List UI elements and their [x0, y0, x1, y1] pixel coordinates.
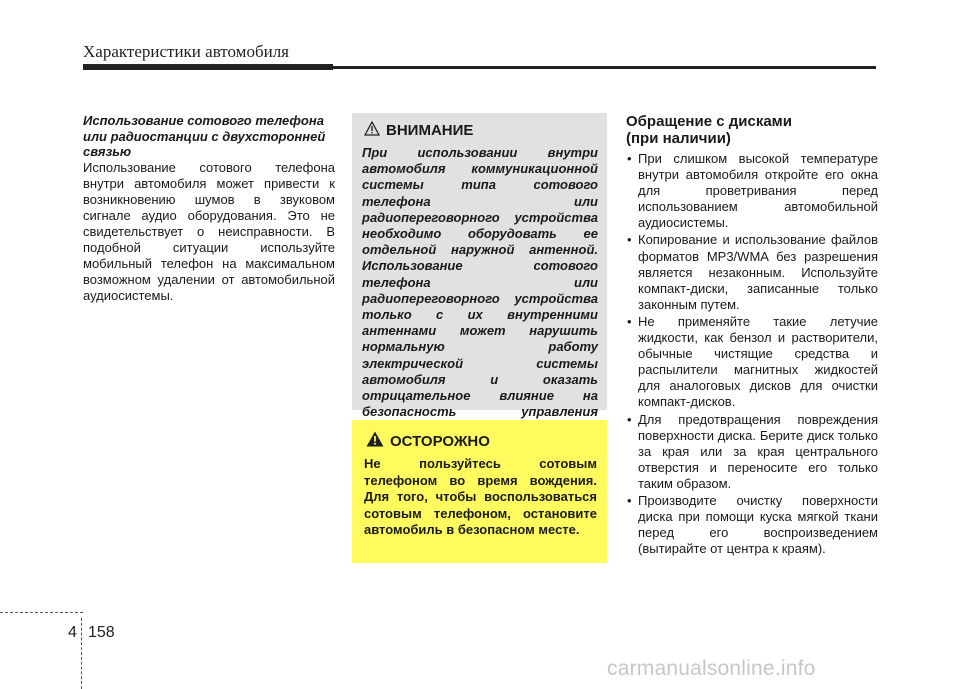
chapter-number: 4 [68, 624, 77, 641]
header-rule-accent [83, 64, 333, 70]
caution-box [352, 420, 607, 563]
disc-care-list [626, 151, 878, 557]
disc-care-heading [626, 113, 878, 147]
list-item: • Не применяйте такие летучие жидкости, как бензол и растворители, обычные чистящие средства и распылители магнитных жидкостей для аналоговых дисков для очистки компакт-дисков. [626, 314, 878, 411]
disc-care-heading-line2: (при наличии) [626, 130, 731, 147]
list-item: • Копирование и использование файлов форматов MP3/WMA без разрешения является незаконным. Используйте компакт-диски, записанные только законным путем. [626, 232, 878, 312]
caution-text: Не пользуйтесь сотовым телефоном во время вождения. Для того, чтобы воспользоваться сотовым телефоном, остановите автомобиль в безопасном месте. [364, 456, 597, 538]
caution-header [366, 431, 490, 451]
page-number: 158 [88, 624, 115, 641]
footer-horizontal-rule [0, 612, 83, 613]
list-item: • Производите очистку поверхности диска при помощи куска мягкой ткани перед его воспроизведением (вытирайте от центра к краям). [626, 493, 878, 557]
watermark-text: carmanualsonline.info [607, 657, 816, 680]
section-paragraph: Использование сотового телефона внутри автомобиля может привести к возникновению шумов в звуковом сигнале аудио оборудования. Это не свидетельствует о неисправности. В подобной ситуации используйте мобильный телефон на максимальном возможном удалении от автомобильной аудиосистемы. [83, 159, 335, 304]
disc-care-heading-line1: Обращение с дисками [626, 113, 792, 130]
section-subheading: Использование сотового телефона или радиостанции с двухсторонней связью [83, 113, 326, 159]
caution-title: ОСТОРОЖНО [390, 432, 490, 450]
left-column [83, 113, 335, 304]
warning-title: ВНИМАНИЕ [386, 122, 474, 139]
warning-box [352, 113, 607, 420]
list-item: • Для предотвращения повреждения поверхности диска. Берите диск только за края или за края центрального отверстия и переносите его только таким образом. [626, 412, 878, 492]
footer-divider [81, 618, 82, 689]
warning-triangle-icon [364, 121, 380, 140]
page-header-title: Характеристики автомобиля [83, 42, 289, 61]
warning-header [364, 121, 473, 140]
right-column [626, 113, 878, 558]
list-item: • При слишком высокой температуре внутри автомобиля откройте его окна для проветривания перед использованием автомобильной аудиосистемы. [626, 151, 878, 231]
warning-text: При использовании внутри автомобиля коммуникационной системы типа сотового телефона или радиопереговорного устройства необходимо оборудовать ее отдельной наружной антенной. Использование сотового телефона или радиопереговорного устройства только с их внутренними антеннами может нарушить нормальную работу электрической системы автомобиля и оказать отрицательное влияние на безопасность управления [362, 145, 598, 420]
caution-triangle-icon [366, 431, 384, 451]
